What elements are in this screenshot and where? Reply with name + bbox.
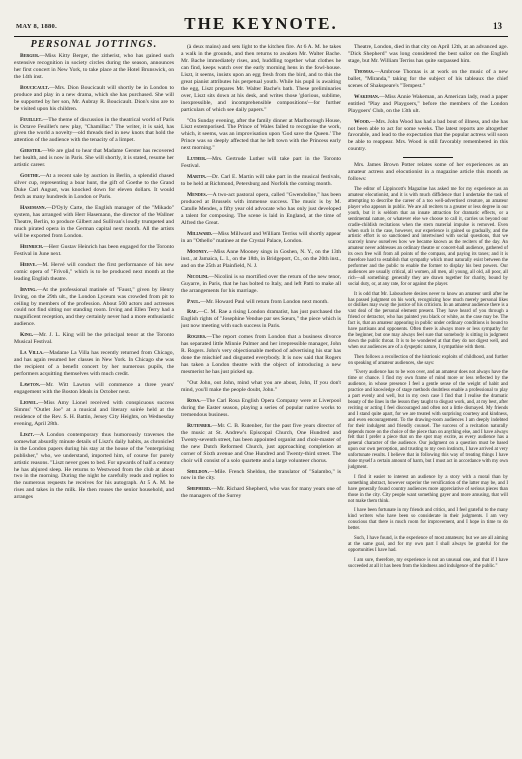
news-item-text: —Mrs. Gertrude Luther will take part in the Toronto Festival. xyxy=(181,156,341,170)
news-item xyxy=(14,53,174,81)
news-item xyxy=(348,94,508,115)
news-item-name: Heinrich. xyxy=(20,243,44,250)
news-item-text: —A two-act pastoral opera, called "Gwendoline," has been produced at Brussels with immense success. The music is by M. Catulle Mendes, a fifty year old advocate who has only just developed a talent for composing. The scene is laid in England, at the time of Alfred the Great. xyxy=(181,192,341,226)
news-item-text: —Dr. Carl E. Martin will take part in the musical festivals, to be held at Richmond, Petersburg and Norfolk the coming month. xyxy=(181,174,341,188)
article-paragraph: Then follows a recollection of the histrionic exploits of childhood, and further on speaking of amateur audiences, she says: xyxy=(348,354,508,366)
news-item-text: —M. Hervé will conduct the first performance of his new comic opera of "Frivoli," which is to be produced next month at the leading English theatre. xyxy=(14,261,174,282)
news-item-text: —The theme of discussion in the theatrical world of Paris is Octave Feuillet's new play, "Chamillac." The writer, it is said, has given the world a novelty—old threads tied in new knots that hold the attention of the audience with the tenacity of a limpet. xyxy=(14,116,174,144)
news-item-text: —The Carl Rosa English Opera Company were at Liverpool during the Easter season, playing a series of popular native works to tremendous business. xyxy=(181,397,341,418)
columns xyxy=(14,40,508,758)
news-item-text: —Madame La Villa has recently returned from Chicago, and has again resumed her classes in New York. In Chicago she was the recipient of a benefit concert by her numerous pupils, the performers acquitting themselves with much credit. xyxy=(14,350,174,378)
news-item xyxy=(348,69,508,90)
news-item xyxy=(181,192,341,227)
news-item-name: Luther. xyxy=(187,156,207,163)
issue-date: MAY 8, 1880. xyxy=(16,23,58,30)
news-item xyxy=(181,249,341,270)
news-item xyxy=(14,117,174,145)
news-item-text: "On Sunday evening, after the family dinner at Marlborough House, Liszt extemporised. The Prince of Wales failed to recognise the work, which, it seems, was an improvisation upon 'God save the Queen.' The Prince was so deeply affected that he left town with the Princess early next morning." xyxy=(181,117,341,152)
article-paragraph: I have been fortunate in my friends and critics, and I feel grateful to the many kind writers who have been so considerate in their judgments. I am very conscious that there is much room for improvement, and I hope in time to do better. xyxy=(348,508,508,532)
news-item xyxy=(181,469,341,483)
news-item-text: "Out John, out John, mind what you are about, John, If you don't mind, you'll make the people doubt, John." xyxy=(181,380,341,393)
news-item-name: Nicolini. xyxy=(187,273,209,280)
news-item-name: Mendes. xyxy=(187,192,208,199)
news-item xyxy=(14,400,174,428)
news-item xyxy=(181,486,341,500)
news-item-text: —Mr. J. L. King will be the principal tenor at the Toronto Musical Festival. xyxy=(14,332,174,346)
news-item-text: —A London contemporary thus humorously traverses the somewhat absurdly minute details of Liszt's daily habits, as chronicled in the London papers during his stay at the house of the "enterprising publisher," who, we understand, imported him, of course for purely artistic reasons. "Liszt never goes to bed. For upwards of half a century he has abjured sleep. He returns to Westwood from the club at about two in the morning. During the night he carefully reads and replies to the numerous requests he receives for his autograph. At 5 A. M. he rises and takes in the milk. He then rouses the senior household, and arranges xyxy=(14,431,174,501)
news-item-name: Thomas. xyxy=(354,68,375,75)
news-item-text: —Miss Anne Mooney sings in Goshen, N. Y., on the 13th inst., at Jamaica, L. I., on the 18th, in Bridgeport, Ct., on the 20th inst., and on the 25th at Plainfield, N. J. xyxy=(181,248,341,269)
news-item-name: Boucicault. xyxy=(20,84,50,91)
news-item-text: —At the professional matinée of "Faust," given by Henry Irving, on the 29th ult., the London Lyceum was crowded from pit to ceiling by members of the profession. About 500 actors and actresses could not find sitting nor standing room. Irving and Ellen Terry had a magnificent reception, and they certainly never had a more enthusiastic audience. xyxy=(14,286,174,328)
news-item xyxy=(14,287,174,329)
news-item xyxy=(14,205,174,240)
news-item xyxy=(181,118,341,153)
news-item-text: —Mr. C. B. Rutenber, for the past five years director of the music at St. Andrew's Episcopal Church, One Hundred and Twenty-seventh street, has been appointed organist and choir-master of the new Dutch Reformed Church, just approaching completion at corner of Sixth avenue and One Hundred and Twenty-third street. The choir will consist of a solo quartette and a large volunteer chorus. xyxy=(181,422,341,464)
news-item-text: —Miss Kitty Berger, the zitherist, who has gained such extensive recognition in society circles during the season, announces her first concert in New York, to take place at the Hotel Brunswick, on the 14th inst. xyxy=(14,52,174,80)
news-item xyxy=(14,432,174,502)
page-number: 13 xyxy=(493,21,502,31)
news-item-text: —D'Oyly Carte, the English manager of the "Mikado" system, has arranged with Herr Hasemann, the director of the Wallner Theatre, Berlin, to produce Gilbert and Sullivan's loudly trumpeted and much pirated opera in the German capital next month. All the artists will be exported from London. xyxy=(14,205,174,239)
article-paragraph: The editor of Lippincott's Magazine has asked me for my experience as an amateur elocutionist, and it is with much diffidence that I undertake the task of attempting to describe the career of a too well-advertised creature, an amateur player who appears in public. We are all reciters to a greater or less degree in our youth, but it is seldom that an innate attraction for dramatic effects, or a sentimental nature, or whatever else we choose to call it, carries us beyond our cradle-childish recitations when the stern material impulse is removed. Even when such is the case, however, our experience is gained so gradually, and the artistic effort is so sanctioned and intertwined with social questions, that we scarcely know ourselves how we became known as the reciters of the day. An amateur never addresses an ordinary theatre or concert-hall audience, gathered of its own free will from all points of the compass, and paying its taxes; and it is therefore hard to establish that sympathy which must naturally exist between the performer and the public to enable the former to display his best powers. Our audiences are usually critical, all women, all men, all young, all old, all poor, all rich—all something: generally they are drawn together for charity, bound by social duty, or, at any rate, for or against the player. xyxy=(348,187,508,287)
news-item xyxy=(14,332,174,346)
news-item-text: Theatre, London, died in that city on April 12th, at an advanced age. "Dick Shepherd" was long considered the best sailor on the English stage, but Mr. William Terriss has quite surpassed him. xyxy=(348,44,508,64)
news-item xyxy=(14,85,174,113)
news-item-name: Rogers. xyxy=(187,334,207,341)
news-item-text: —Mr. Howard Paul will return from London next month. xyxy=(200,298,329,305)
news-item xyxy=(181,231,341,245)
news-item xyxy=(181,174,341,188)
news-item xyxy=(181,380,341,394)
news-item-text: —Mile. French Sheldon, the translator of "Salambo," is now in the city. xyxy=(181,468,341,482)
publication-title: THE KEYNOTE. xyxy=(184,14,338,33)
news-item xyxy=(14,382,174,396)
news-item-name: Rosa. xyxy=(187,397,201,404)
news-item-name: Rutenber. xyxy=(187,422,212,429)
news-item-text: —Mrs. John Wood has had a bad bout of illness, and she has not been able to act for some weeks. The latest reports are altogether favorable, and lead to the expectation that the popular actress will soon be able to reappear. Mrs. Wood is still favorably remembered in this country. xyxy=(348,118,508,153)
news-item-text: —Miss Amy Lionel received with conspicuous success Simms' "Outlet Joe" at a musical and literary soirée held at the residence of the Rev. S. H. Battin, Jersey City Heights, on Wednesday evening, April 28th. xyxy=(14,399,174,427)
news-item xyxy=(14,350,174,378)
news-item-name: Liszt. xyxy=(20,431,35,438)
news-item xyxy=(14,148,174,169)
news-item-name: Hasemann. xyxy=(20,205,46,212)
news-item-text: —We are glad to hear that Madame Gerster has recovered her health, and is now in Paris. She will shortly, it is stated, resume her artistic career. xyxy=(14,148,174,169)
article-paragraph: "Every audience has to be won over, and an amateur does not always have the time or chance. I find my own frame of mind more or less reflected by the audience, in whose presence I feel a gentle sense of the weight of habit and practice and knowledge of stage methods doubtless enable a professional to play a part evenly and well, but in my own case I find that I realise the dramatic beauty of the lines in the lesson they taught to disgust work, and, at my best, after reciting or acting I feel discouraged and often not a little dismayed. My friends and I stand quite apart, for we are treated with surprising courtesy and kindness, and even encouragement. To the drawing-room audiences I am deeply indebted for their indulgent and friendly counsel. The success of a recitation naturally depends more on the choice of the piece than on anything else, and I have always felt that I prefer a piece that on the spot may excite, as every audience has a general character of the audience. Our judgment on a question must be based upon our own perception, and trusting to my own instincts, I have arrived at very unfortunate results. I believe that in following this way of treating things I have done myself a certain amount of harm, but I must act in accordance with my own judgment. xyxy=(348,370,508,470)
news-item xyxy=(14,173,174,201)
news-item-name: Herve. xyxy=(20,261,37,268)
news-item-name: Lawton. xyxy=(20,382,41,389)
news-item-name: Goethe. xyxy=(20,173,40,180)
news-item xyxy=(14,262,174,283)
news-item-text: —Nicolini is so mortified over the return of the new tenor, Guyarre, in Paris, that he has bolted to Italy, and left Patti to make all the arrangements for his marriage. xyxy=(181,273,341,294)
news-item xyxy=(181,398,341,419)
news-item-name: Gerster. xyxy=(20,148,42,155)
news-item-text: —At a recent sale by auction in Berlin, a splendid chased silver cup, representing a boar hunt, the gift of Goethe to the Grand Duke Carl August, was knocked down for eleven dollars. It would fetch as many hundreds in London or Paris. xyxy=(14,173,174,201)
news-item-name: Sheldon. xyxy=(187,468,209,475)
article-paragraph: I am sure, therefore, my experience is not an unusual one, and that if I have succeeded at all it has been from the kindness and indulgence of the public." xyxy=(348,557,508,569)
news-item-name: Berger. xyxy=(20,52,40,59)
news-item-text: —Herr Gustav Heinrich has been engaged for the Toronto Festival in June next. xyxy=(14,243,174,257)
article-intro: Mrs. James Brown Potter relates some of her experiences as an amateur actress and elocutionist in a magazine article this month as follows: xyxy=(348,162,508,183)
section-heading: PERSONAL JOTTINGS. xyxy=(30,40,158,50)
news-item xyxy=(181,44,341,114)
news-item-text: (à deux mains) and sets light to the kitchen fire. At 6 A. M. he takes a walk in the grounds, and then returns to awaken Mr. Walter Bache. Mr. Bache immediately rises, and, huddling together what clothes he can find, keeps watch over the early morning hens in the fowl-house. Liszt, it seems, insists upon an egg fresh from the bird, and to this the great pianist attributes his perpetual youth. While his pupil is awaiting the egg, Liszt prepares Mr. Walter Bache's bath. These preliminaries over, Liszt sits down at his desk, and writes those 'glorious, sublime, inexpressible, and incomprehensible compositions'—for further particulars of which see daily papers." xyxy=(181,44,341,113)
column-1 xyxy=(14,40,174,758)
section-separator xyxy=(403,157,453,158)
news-item-name: Lionel. xyxy=(20,399,39,406)
news-item-text: —Ambrose Thomas is at work on the music of a new ballet, "Miranda," taking for the subject of his tableaux the chief scenes of Shakspeare's "Tempest." xyxy=(348,68,508,89)
news-item xyxy=(181,274,341,295)
article-paragraph: It is odd that Mr. Labouchere desires never to know an amateur until after he has passed judgment on his work, recognizing how much merely personal likes or dislikes may sway the justice of his criticism. In an amateur audience there is a vast deal of the personal element present. They have heard of you through a friend or detractor, who has painted you black or white, as the case may be. The fact is, that an amateur appearing in public under ordinary conditions is bound to have partisans and opponents. Often there is always more or less sympathy for the beginner, but one may always feel sure that somebody is sitting in judgment down the public throat. It is to be wondered at that they do not digest well, and when our audiences are of a dyspeptic nature, I sympathise with them. xyxy=(348,291,508,350)
news-item xyxy=(181,156,341,170)
column-3 xyxy=(348,40,508,758)
news-item-text: —Mrs. Dion Boucicault will shortly be in London to produce and play in a new drama, which she has purchased. She will be supported by her son, Mr. Aubray R. Boucicault. Dion's sins are to be visited upon his children. xyxy=(14,84,174,112)
news-item xyxy=(181,299,341,306)
news-item-text: —Miss Millward and William Terriss will shortly appear in an "Othello" matinee at the Crystal Palace, London. xyxy=(181,230,341,244)
news-item xyxy=(181,334,341,376)
news-item-name: Wood. xyxy=(354,118,371,125)
news-item-name: Irving. xyxy=(20,286,37,293)
news-item-name: Martin. xyxy=(187,174,207,181)
masthead xyxy=(14,12,508,34)
news-item xyxy=(348,119,508,154)
news-item-name: La Villa. xyxy=(20,350,44,357)
news-item-name: Mooney. xyxy=(187,248,209,255)
news-item xyxy=(348,44,508,65)
news-item-name: Millward. xyxy=(187,230,213,237)
news-item-text: —C. M. Rae a rising London dramatist, has just purchased the English rights of "Josephine Vendue par ses Sœurs," the piece which is just now meeting with such success in Paris. xyxy=(181,309,341,330)
news-item-text: —Mr. Richard Shepherd, who was for many years one of the managers of the Surrey xyxy=(181,486,341,500)
news-item xyxy=(14,244,174,258)
news-item-name: Wakeman. xyxy=(354,93,380,100)
news-item xyxy=(181,309,341,330)
news-item-text: —The report comes from London that a business divorce has separated little Minnie Palmer and her irrepressible manager, John R. Rogers. John's very objectionable method of advertising his star has done the mischief and disgusted everybody. It is now said that Rogers has taken a London theatre with the object of introducing a new mesmerist he has just picked up. xyxy=(181,334,341,376)
news-item-name: Rae. xyxy=(187,309,198,316)
article-paragraph: I find it easier to interest an audience by a story with a moral than by something abstract, however superior the versification of the latter may be, and I have generally found country audiences more appreciative of serious pieces than those in the city. City people want something gayer and more amusing, that will not make them think. xyxy=(348,474,508,504)
news-item-name: King. xyxy=(20,332,34,339)
news-item-name: Shepherd. xyxy=(187,486,212,493)
news-item-name: Paul. xyxy=(187,298,201,305)
column-2 xyxy=(181,40,341,758)
masthead-rule xyxy=(14,36,508,37)
news-item-text: —Mr. Witt Lawton will commence a three years' engagement with the Boston Ideals in October next. xyxy=(14,382,174,395)
article-paragraph: Such, I have found, is the experience of most amateurs; but we are all aiming at the same goal, and for my own part I shall always be grateful for the opportunities I have had. xyxy=(348,536,508,553)
news-item-name: Feuillet. xyxy=(20,116,43,123)
news-item xyxy=(181,423,341,465)
news-item-text: —Miss Annie Wakeman, an American lady, read a paper entitled "Play and Playgoers," before the members of the London Playgoers' Club, on the 13th ult. xyxy=(348,93,508,114)
